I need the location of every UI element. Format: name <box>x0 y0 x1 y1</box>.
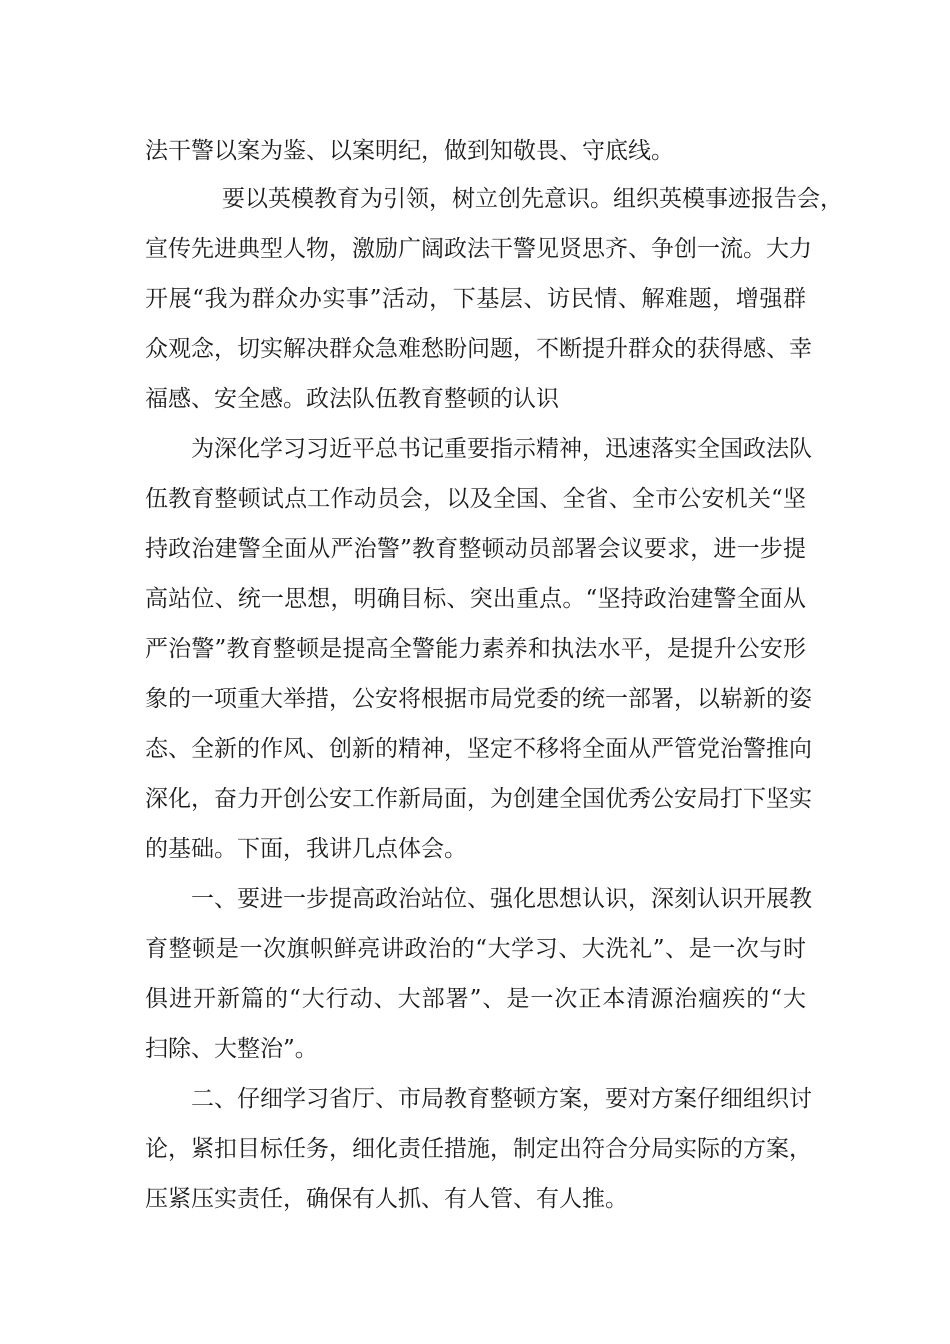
text-line: 象的一项重大举措，公安将根据市局党委的统一部署，以崭新的姿 <box>145 686 812 712</box>
text-line: 育整顿是一次旗帜鲜亮讲政治的“大学习、大洗礼”、是一次与时 <box>145 936 806 962</box>
paragraph-first-line: 要以英模教育为引领，树立创先意识。组织英模事迹报告会， <box>199 186 843 212</box>
text-line: 开展“我为群众办实事”活动，下基层、访民情、解难题，增强群 <box>145 286 806 312</box>
paragraph-first-line: 二、仔细学习省厅、市局教育整顿方案，要对方案仔细组织讨 <box>191 1086 812 1112</box>
paragraph-first-line: 为深化学习习近平总书记重要指示精神，迅速落实全国政法队 <box>191 436 812 462</box>
text-line: 态、全新的作风、创新的精神，坚定不移将全面从严管党治警推向 <box>145 736 812 762</box>
text-line: 福感、安全感。政法队伍教育整顿的认识 <box>145 386 559 412</box>
text-line: 严治警”教育整顿是提高全警能力素养和执法水平，是提升公安形 <box>145 636 806 662</box>
text-line: 众观念，切实解决群众急难愁盼问题，不断提升群众的获得感、幸 <box>145 336 812 362</box>
paragraph-first-line: 一、要进一步提高政治站位、强化思想认识，深刻认识开展教 <box>191 886 812 912</box>
text-line: 论，紧扣目标任务，细化责任措施，制定出符合分局实际的方案， <box>145 1136 812 1162</box>
text-line: 宣传先进典型人物，激励广阔政法干警见贤思齐、争创一流。大力 <box>145 236 812 262</box>
text-line: 伍教育整顿试点工作动员会，以及全国、全省、全市公安机关“坚 <box>145 486 806 512</box>
text-line: 俱进开新篇的“大行动、大部署”、是一次正本清源治痼疾的“大 <box>145 986 806 1012</box>
text-line: 高站位、统一思想，明确目标、突出重点。“坚持政治建警全面从 <box>145 586 806 612</box>
text-line: 法干警以案为鉴、以案明纪，做到知敬畏、守底线。 <box>145 138 674 164</box>
text-line: 扫除、大整治”。 <box>145 1036 318 1062</box>
text-line: 持政治建警全面从严治警”教育整顿动员部署会议要求，进一步提 <box>145 536 806 562</box>
text-line: 的基础。下面，我讲几点体会。 <box>145 836 467 862</box>
text-line: 深化，奋力开创公安工作新局面，为创建全国优秀公安局打下坚实 <box>145 786 812 812</box>
text-line: 压紧压实责任，确保有人抓、有人管、有人推。 <box>145 1186 628 1212</box>
